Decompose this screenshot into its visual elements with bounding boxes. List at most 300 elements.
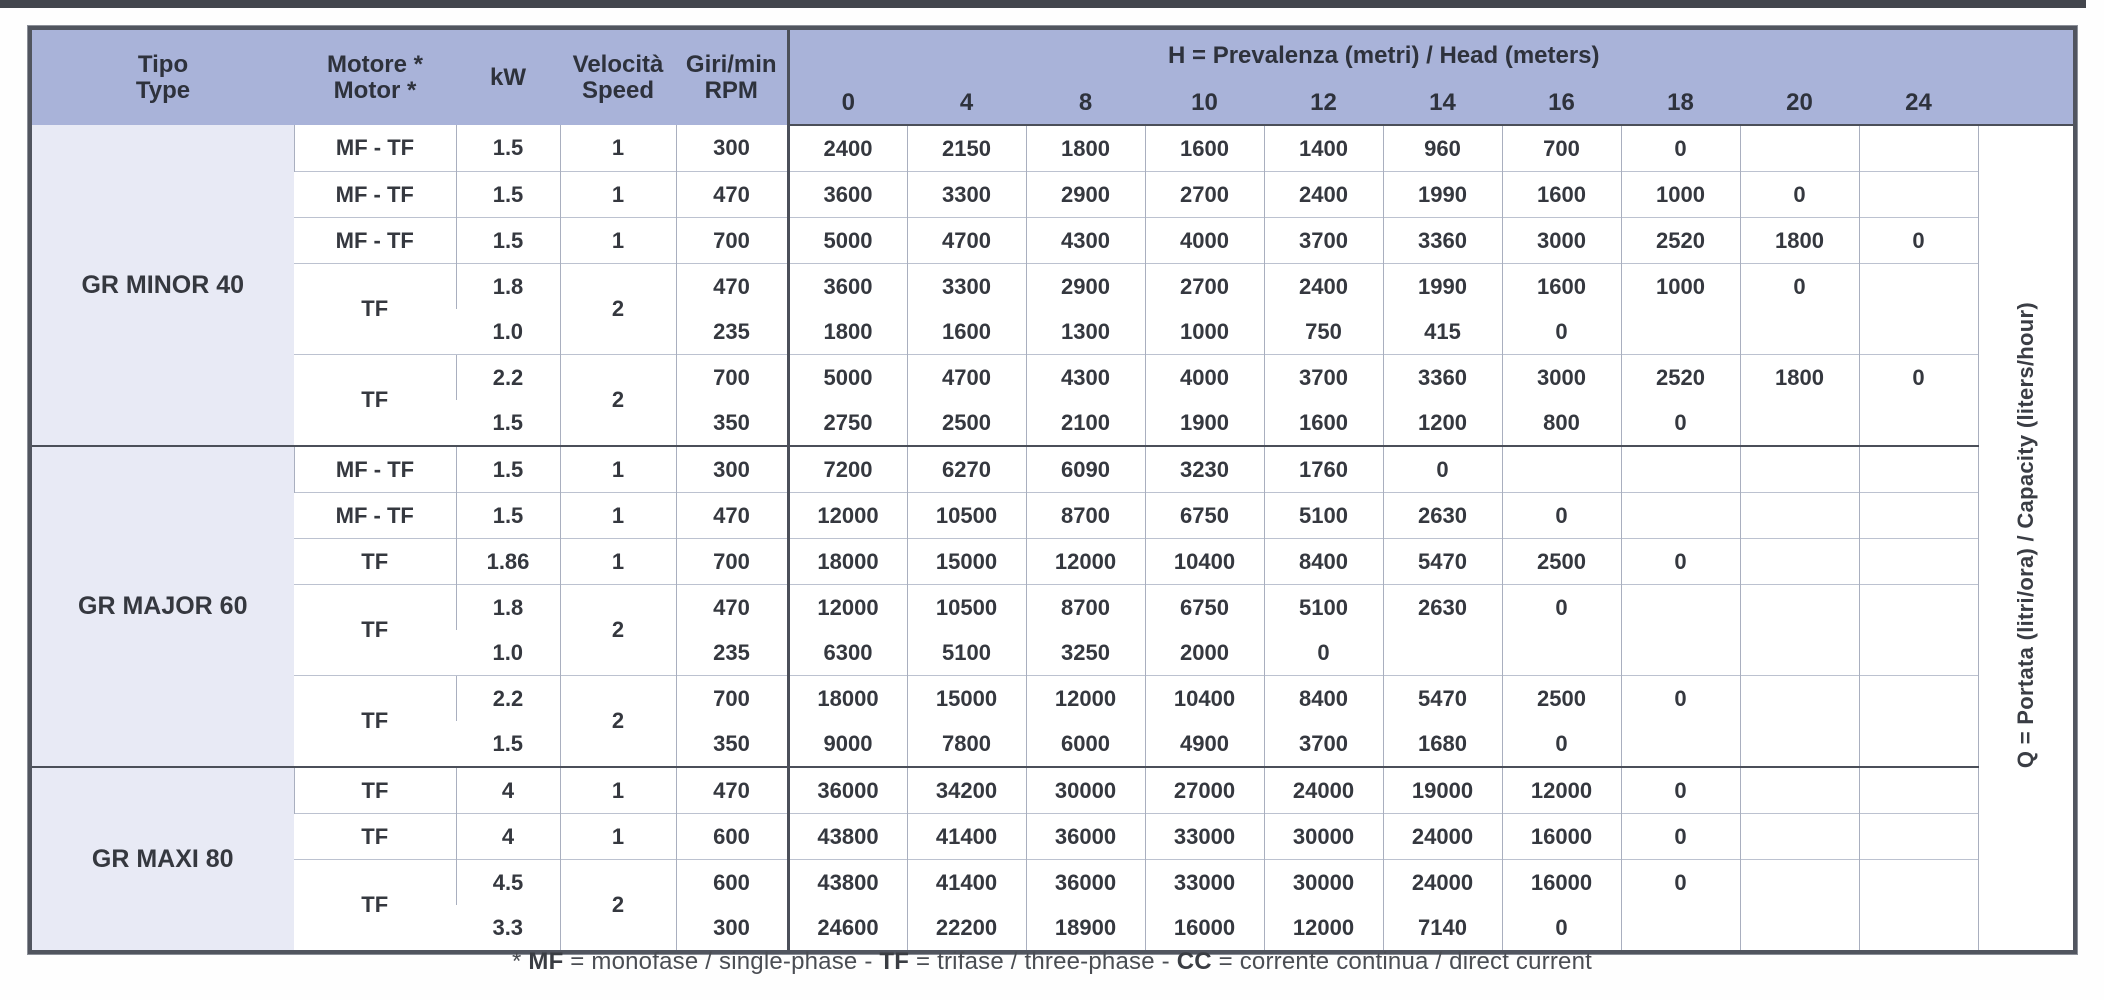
rpm-cell: 700 [676, 539, 788, 585]
capacity-cell: 0 [1502, 905, 1621, 950]
capacity-cell: 1600 [1502, 264, 1621, 310]
capacity-cell: 6270 [907, 446, 1026, 493]
capacity-cell: 6000 [1026, 721, 1145, 767]
capacity-cell: 5470 [1383, 539, 1502, 585]
capacity-cell: 30000 [1026, 767, 1145, 814]
rpm-cell: 470 [676, 767, 788, 814]
capacity-cell [1740, 721, 1859, 767]
kw-cell: 4 [456, 767, 560, 814]
top-crop-bar [0, 0, 2086, 8]
capacity-cell: 34200 [907, 767, 1026, 814]
capacity-cell: 3000 [1502, 355, 1621, 401]
rpm-cell: 235 [676, 309, 788, 355]
capacity-cell: 0 [1859, 355, 1978, 401]
kw-cell: 1.5 [492, 409, 524, 435]
capacity-cell: 2400 [1264, 172, 1383, 218]
motor-cell: MF - TF [294, 446, 456, 493]
rpm-cell: 300 [676, 905, 788, 950]
capacity-cell: 24000 [1383, 814, 1502, 860]
capacity-cell: 0 [1621, 676, 1740, 722]
table-row [32, 172, 2073, 218]
motor-cell: TF [294, 767, 456, 814]
capacity-cell [1383, 630, 1502, 676]
col-header-tipo [32, 30, 294, 125]
capacity-cell: 0 [1502, 585, 1621, 631]
capacity-cell: 1800 [1740, 355, 1859, 401]
kw-cell: 2.2 [456, 355, 560, 401]
capacity-cell: 1900 [1145, 400, 1264, 446]
rpm-cell: 600 [676, 814, 788, 860]
table-row [32, 585, 2073, 631]
capacity-cell: 4900 [1145, 721, 1264, 767]
capacity-cell: 12000 [1026, 539, 1145, 585]
capacity-cell: 2630 [1383, 493, 1502, 539]
capacity-cell: 2400 [1264, 264, 1383, 310]
capacity-cell: 1000 [1621, 172, 1740, 218]
kw-cell: 4.5 [456, 860, 560, 906]
rpm-cell: 700 [676, 218, 788, 264]
capacity-cell: 1000 [1621, 264, 1740, 310]
capacity-cell [1740, 493, 1859, 539]
capacity-cell: 1600 [1145, 125, 1264, 172]
speed-cell: 1 [560, 218, 676, 264]
capacity-cell: 10400 [1145, 676, 1264, 722]
capacity-cell: 3230 [1145, 446, 1264, 493]
capacity-cell: 24000 [1383, 860, 1502, 906]
capacity-cell: 12000 [1264, 905, 1383, 950]
capacity-cell: 16000 [1502, 814, 1621, 860]
capacity-cell [1859, 676, 1978, 722]
table-row [32, 493, 2073, 539]
capacity-cell: 3700 [1264, 721, 1383, 767]
motor-cell: TF [294, 355, 456, 447]
footnote-text: = monofase / single-phase - [563, 948, 880, 975]
capacity-cell: 6750 [1145, 585, 1264, 631]
capacity-cell: 3600 [788, 172, 907, 218]
kw-cell: 1.5 [456, 493, 560, 539]
capacity-cell: 0 [1264, 630, 1383, 676]
capacity-cell [1859, 125, 1978, 172]
capacity-cell: 2520 [1621, 218, 1740, 264]
capacity-cell: 7800 [907, 721, 1026, 767]
capacity-cell: 18000 [788, 539, 907, 585]
capacity-cell: 3000 [1502, 218, 1621, 264]
capacity-cell: 2900 [1026, 172, 1145, 218]
rpm-cell: 300 [676, 446, 788, 493]
kw-cell: 1.5 [456, 218, 560, 264]
capacity-cell: 24600 [788, 905, 907, 950]
col-header-velocita-it: Velocità [572, 50, 664, 78]
capacity-cell [1859, 630, 1978, 676]
capacity-cell: 1600 [1502, 172, 1621, 218]
rpm-cell: 700 [676, 355, 788, 401]
capacity-cell: 6300 [788, 630, 907, 676]
capacity-cell: 0 [1859, 218, 1978, 264]
kw-cell: 1.8 [456, 585, 560, 631]
capacity-cell: 2100 [1026, 400, 1145, 446]
capacity-cell: 30000 [1264, 814, 1383, 860]
capacity-cell: 36000 [1026, 860, 1145, 906]
group-label: GR MAXI 80 [32, 767, 294, 950]
motor-cell: MF - TF [294, 125, 456, 172]
capacity-cell: 8400 [1264, 539, 1383, 585]
pump-capacity-table-wrap [28, 26, 2077, 954]
motor-cell: TF [294, 676, 456, 768]
capacity-cell: 3250 [1026, 630, 1145, 676]
kw-cell: 1.0 [492, 639, 524, 665]
capacity-cell: 1990 [1383, 264, 1502, 310]
capacity-cell: 415 [1383, 309, 1502, 355]
capacity-cell: 2500 [1502, 676, 1621, 722]
capacity-cell: 3700 [1264, 355, 1383, 401]
kw-cell: 3.3 [492, 914, 524, 940]
capacity-cell [1502, 446, 1621, 493]
capacity-cell: 3360 [1383, 355, 1502, 401]
capacity-cell: 0 [1621, 860, 1740, 906]
capacity-cell: 1400 [1264, 125, 1383, 172]
capacity-cell [1621, 905, 1740, 950]
kw-cell: 1.8 [456, 264, 560, 310]
capacity-cell [1859, 172, 1978, 218]
capacity-cell [1859, 905, 1978, 950]
h-col-header: 4 [907, 82, 1026, 125]
speed-cell: 1 [560, 767, 676, 814]
footnote [0, 948, 2104, 976]
capacity-cell [1740, 860, 1859, 906]
speed-cell: 2 [560, 355, 676, 447]
capacity-cell: 18000 [788, 676, 907, 722]
speed-cell: 2 [560, 860, 676, 951]
capacity-cell: 0 [1502, 309, 1621, 355]
table-row [32, 125, 2073, 172]
capacity-cell [1621, 585, 1740, 631]
capacity-cell: 33000 [1145, 860, 1264, 906]
h-col-header: 14 [1383, 82, 1502, 125]
table-header [32, 30, 2073, 125]
col-header-tipo-it: Tipo [137, 50, 189, 78]
capacity-cell: 4000 [1145, 218, 1264, 264]
capacity-cell [1859, 860, 1978, 906]
table-row [32, 264, 2073, 310]
capacity-cell: 0 [1740, 264, 1859, 310]
col-header-velocita-en: Speed [581, 76, 655, 104]
capacity-cell: 4700 [907, 218, 1026, 264]
capacity-cell: 15000 [907, 676, 1026, 722]
capacity-cell: 12000 [1502, 767, 1621, 814]
capacity-cell: 24000 [1264, 767, 1383, 814]
capacity-cell [1621, 493, 1740, 539]
capacity-cell: 1000 [1145, 309, 1264, 355]
footnote-text: = trifase / three-phase - [909, 948, 1177, 975]
col-header-motore [294, 30, 456, 125]
h-col-header: 0 [788, 82, 907, 125]
kw-cell: 1.5 [456, 446, 560, 493]
q-column-header-blank [1978, 30, 2073, 125]
capacity-cell: 0 [1621, 400, 1740, 446]
motor-cell: TF [294, 860, 456, 951]
capacity-cell: 12000 [1026, 676, 1145, 722]
capacity-cell: 2630 [1383, 585, 1502, 631]
capacity-cell: 4000 [1145, 355, 1264, 401]
kw-cell: 1.0 [492, 318, 524, 344]
capacity-cell: 2700 [1145, 172, 1264, 218]
rpm-cell: 600 [676, 860, 788, 906]
capacity-cell: 2150 [907, 125, 1026, 172]
capacity-cell [1859, 264, 1978, 310]
col-header-motore-en: Motor * [333, 76, 417, 104]
capacity-cell: 16000 [1145, 905, 1264, 950]
h-head-title-rest: = Prevalenza (metri) / Head (meters) [1185, 42, 1600, 69]
footnote-text: * [511, 948, 529, 975]
capacity-cell: 30000 [1264, 860, 1383, 906]
rpm-cell: 350 [676, 721, 788, 767]
capacity-cell: 7200 [788, 446, 907, 493]
capacity-cell: 7140 [1383, 905, 1502, 950]
capacity-cell: 0 [1502, 493, 1621, 539]
capacity-cell [1740, 539, 1859, 585]
capacity-cell: 0 [1621, 767, 1740, 814]
table-row [32, 539, 2073, 585]
kw-cell: 1.5 [456, 172, 560, 218]
capacity-cell [1740, 125, 1859, 172]
capacity-cell: 5000 [788, 355, 907, 401]
capacity-cell: 1760 [1264, 446, 1383, 493]
capacity-cell: 1680 [1383, 721, 1502, 767]
col-header-giri-en: RPM [704, 76, 758, 104]
capacity-cell [1740, 814, 1859, 860]
capacity-cell: 1800 [788, 309, 907, 355]
capacity-cell: 12000 [788, 493, 907, 539]
col-header-tipo-en: Type [135, 76, 191, 104]
capacity-cell: 41400 [907, 814, 1026, 860]
capacity-cell: 0 [1383, 446, 1502, 493]
capacity-cell: 2500 [907, 400, 1026, 446]
rpm-cell: 470 [676, 585, 788, 631]
capacity-cell: 4300 [1026, 355, 1145, 401]
kw-cell: 1.5 [492, 730, 524, 756]
col-header-velocita [560, 30, 676, 125]
rpm-cell: 235 [676, 630, 788, 676]
capacity-cell [1740, 905, 1859, 950]
h-col-header: 12 [1264, 82, 1383, 125]
capacity-cell [1740, 630, 1859, 676]
capacity-cell [1740, 446, 1859, 493]
capacity-cell: 27000 [1145, 767, 1264, 814]
capacity-cell: 10500 [907, 585, 1026, 631]
capacity-cell: 19000 [1383, 767, 1502, 814]
kw-cell: 2.2 [456, 676, 560, 722]
capacity-cell [1859, 493, 1978, 539]
capacity-cell: 3700 [1264, 218, 1383, 264]
footnote-abbrev: TF [879, 948, 910, 975]
table-row [32, 218, 2073, 264]
capacity-cell: 10500 [907, 493, 1026, 539]
capacity-cell [1859, 767, 1978, 814]
capacity-cell: 750 [1264, 309, 1383, 355]
motor-cell: TF [294, 585, 456, 676]
capacity-cell: 0 [1502, 721, 1621, 767]
capacity-cell: 15000 [907, 539, 1026, 585]
motor-cell: TF [294, 264, 456, 355]
capacity-cell: 2520 [1621, 355, 1740, 401]
kw-cell: 1.86 [456, 539, 560, 585]
rpm-cell: 300 [676, 125, 788, 172]
capacity-cell [1740, 676, 1859, 722]
motor-cell: MF - TF [294, 218, 456, 264]
table-row [32, 814, 2073, 860]
capacity-cell: 12000 [788, 585, 907, 631]
capacity-cell: 3360 [1383, 218, 1502, 264]
capacity-cell [1621, 309, 1740, 355]
capacity-cell: 2900 [1026, 264, 1145, 310]
capacity-cell [1502, 630, 1621, 676]
group-label: GR MINOR 40 [32, 125, 294, 446]
capacity-cell: 16000 [1502, 860, 1621, 906]
speed-cell: 1 [560, 539, 676, 585]
footnote-abbrev: CC [1176, 948, 1212, 975]
speed-cell: 2 [560, 264, 676, 355]
capacity-cell: 0 [1621, 814, 1740, 860]
motor-cell: MF - TF [294, 493, 456, 539]
capacity-cell: 2400 [788, 125, 907, 172]
capacity-cell: 8700 [1026, 493, 1145, 539]
capacity-cell: 8400 [1264, 676, 1383, 722]
speed-cell: 1 [560, 493, 676, 539]
capacity-cell [1621, 630, 1740, 676]
capacity-cell: 800 [1502, 400, 1621, 446]
capacity-cell: 5000 [788, 218, 907, 264]
capacity-cell: 33000 [1145, 814, 1264, 860]
capacity-cell [1621, 446, 1740, 493]
table-row [32, 446, 2073, 493]
speed-cell: 1 [560, 125, 676, 172]
capacity-cell [1740, 400, 1859, 446]
table-row [32, 355, 2073, 401]
col-header-motore-it: Motore * [327, 50, 423, 78]
capacity-cell: 4700 [907, 355, 1026, 401]
capacity-cell: 3300 [907, 172, 1026, 218]
capacity-cell: 2750 [788, 400, 907, 446]
capacity-cell: 3300 [907, 264, 1026, 310]
capacity-cell: 700 [1502, 125, 1621, 172]
col-header-kw: kW [456, 30, 560, 125]
h-col-header: 8 [1026, 82, 1145, 125]
capacity-cell [1621, 721, 1740, 767]
capacity-cell: 1990 [1383, 172, 1502, 218]
h-col-header: 16 [1502, 82, 1621, 125]
rpm-cell: 350 [676, 400, 788, 446]
table-row [32, 676, 2073, 722]
footnote-text: = corrente continua / direct current [1211, 948, 1593, 975]
capacity-cell: 3600 [788, 264, 907, 310]
pump-capacity-table [32, 30, 2073, 950]
rpm-cell: 470 [676, 493, 788, 539]
capacity-cell: 4300 [1026, 218, 1145, 264]
h-head-title [788, 30, 1978, 82]
capacity-cell: 18900 [1026, 905, 1145, 950]
capacity-cell [1740, 767, 1859, 814]
rpm-cell: 470 [676, 172, 788, 218]
table-body [32, 125, 2073, 950]
capacity-cell [1740, 309, 1859, 355]
capacity-cell: 9000 [788, 721, 907, 767]
capacity-cell [1859, 814, 1978, 860]
q-capacity-vertical-label-cell [1978, 125, 2073, 950]
group-label: GR MAJOR 60 [32, 446, 294, 767]
capacity-cell [1859, 585, 1978, 631]
capacity-cell: 0 [1621, 539, 1740, 585]
kw-cell: 4 [456, 814, 560, 860]
capacity-cell: 1600 [907, 309, 1026, 355]
capacity-cell: 10400 [1145, 539, 1264, 585]
capacity-cell: 2500 [1502, 539, 1621, 585]
capacity-cell [1859, 446, 1978, 493]
col-header-giri-it: Giri/min [685, 50, 777, 78]
capacity-cell: 43800 [788, 860, 907, 906]
capacity-cell: 1200 [1383, 400, 1502, 446]
h-col-header: 10 [1145, 82, 1264, 125]
motor-cell: TF [294, 814, 456, 860]
kw-cell: 1.5 [456, 125, 560, 172]
capacity-cell: 2700 [1145, 264, 1264, 310]
capacity-cell: 36000 [1026, 814, 1145, 860]
capacity-cell: 6090 [1026, 446, 1145, 493]
h-head-title-bold: H [1168, 42, 1186, 69]
footnote-abbrev: MF [528, 948, 564, 975]
motor-cell: TF [294, 539, 456, 585]
speed-cell: 2 [560, 585, 676, 676]
capacity-cell: 960 [1383, 125, 1502, 172]
h-col-header: 20 [1740, 82, 1859, 125]
capacity-cell: 2000 [1145, 630, 1264, 676]
motor-cell: MF - TF [294, 172, 456, 218]
capacity-cell: 0 [1740, 172, 1859, 218]
table-row [32, 767, 2073, 814]
capacity-cell [1859, 400, 1978, 446]
capacity-cell: 1800 [1740, 218, 1859, 264]
capacity-cell: 1600 [1264, 400, 1383, 446]
capacity-cell: 5100 [907, 630, 1026, 676]
capacity-cell: 43800 [788, 814, 907, 860]
col-header-giri [676, 30, 788, 125]
capacity-cell: 22200 [907, 905, 1026, 950]
capacity-cell [1859, 539, 1978, 585]
speed-cell: 1 [560, 172, 676, 218]
speed-cell: 2 [560, 676, 676, 768]
capacity-cell: 8700 [1026, 585, 1145, 631]
rpm-cell: 700 [676, 676, 788, 722]
capacity-cell: 5100 [1264, 493, 1383, 539]
capacity-cell: 1300 [1026, 309, 1145, 355]
capacity-cell: 5100 [1264, 585, 1383, 631]
capacity-cell [1740, 585, 1859, 631]
capacity-cell [1859, 309, 1978, 355]
capacity-cell: 41400 [907, 860, 1026, 906]
capacity-cell: 0 [1621, 125, 1740, 172]
capacity-cell: 5470 [1383, 676, 1502, 722]
capacity-cell: 1800 [1026, 125, 1145, 172]
capacity-cell [1859, 721, 1978, 767]
rpm-cell: 470 [676, 264, 788, 310]
speed-cell: 1 [560, 446, 676, 493]
h-col-header: 24 [1859, 82, 1978, 125]
capacity-cell: 36000 [788, 767, 907, 814]
h-col-header: 18 [1621, 82, 1740, 125]
capacity-cell: 6750 [1145, 493, 1264, 539]
speed-cell: 1 [560, 814, 676, 860]
q-capacity-vertical-label: Q = Portata (litri/ora) / Capacity (liters/hour) [2012, 301, 2038, 769]
table-row [32, 860, 2073, 906]
